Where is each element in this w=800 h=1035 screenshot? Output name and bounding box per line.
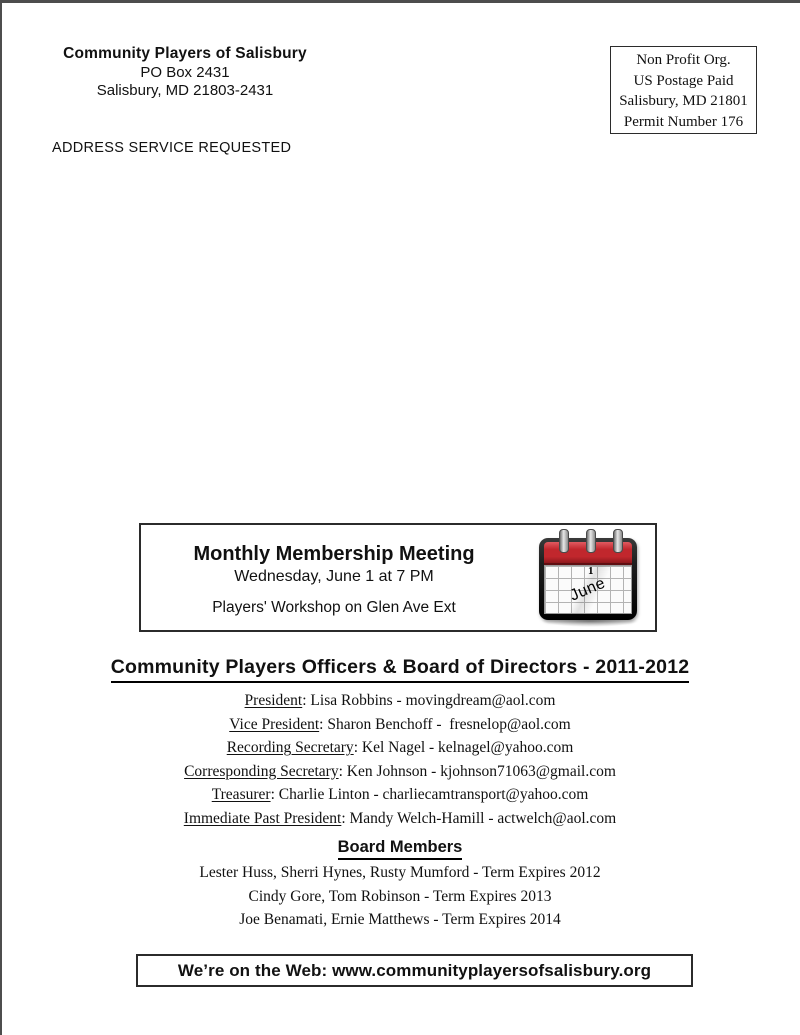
board-members-heading [0, 838, 800, 860]
board-member-row: Joe Benamati, Ernie Matthews - Term Expires 2014 [239, 911, 561, 928]
officers-heading-text: Community Players Officers & Board of Directors - 2011-2012 [111, 656, 690, 683]
officer-detail: : Lisa Robbins - movingdream@aol.com [302, 692, 556, 709]
officer-role: Treasurer [211, 786, 271, 803]
postage-permit-box [610, 46, 757, 134]
officer-detail: : Ken Johnson - kjohnson71063@gmail.com [338, 762, 616, 780]
officer-role: Corresponding Secretary [184, 762, 339, 780]
postage-line: Salisbury, MD 21801 [619, 93, 748, 109]
calendar-month-label: June [567, 574, 609, 605]
meeting-text [143, 542, 525, 618]
officers-list [0, 689, 800, 830]
officer-role: Vice President [229, 715, 320, 733]
officer-role: Recording Secretary [226, 739, 354, 756]
calendar-ring-icon [559, 529, 569, 553]
address-service-note: ADDRESS SERVICE REQUESTED [52, 140, 292, 156]
officer-entry [0, 689, 800, 713]
website-banner-box [136, 954, 693, 987]
calendar-day-label: 1 [588, 565, 594, 577]
board-members-list [0, 861, 800, 932]
org-name: Community Players of Salisbury [63, 45, 307, 62]
officer-role: President [244, 692, 303, 709]
calendar-grid [544, 565, 632, 614]
board-member-row: Cindy Gore, Tom Robinson - Term Expires 2013 [248, 887, 552, 905]
return-address [54, 45, 316, 101]
calendar-ring-icon [586, 529, 596, 553]
officer-detail: : Mandy Welch-Hamill - actwelch@aol.com [341, 809, 617, 827]
return-address-line2: Salisbury, MD 21803-2431 [96, 82, 274, 99]
calendar-icon [537, 529, 643, 627]
officer-detail: : Charlie Linton - charliecamtransport@yahoo.com [270, 786, 589, 803]
officers-heading [0, 656, 800, 683]
officer-detail: : Sharon Benchoff - fresnelop@aol.com [319, 715, 571, 733]
board-member-row: Lester Huss, Sherri Hynes, Rusty Mumford - Term Expires 2012 [199, 864, 601, 881]
postage-line: US Postage Paid [633, 72, 734, 89]
calendar-ring-icon [613, 529, 623, 553]
officer-entry [0, 713, 800, 737]
meeting-location: Players' Workshop on Glen Ave Ext [212, 599, 456, 616]
officer-role: Immediate Past President [183, 809, 342, 827]
officer-entry [0, 783, 800, 807]
officer-entry [0, 736, 800, 760]
officer-detail: : Kel Nagel - kelnagel@yahoo.com [353, 739, 574, 756]
officer-entry [0, 760, 800, 784]
meeting-datetime: Wednesday, June 1 at 7 PM [234, 568, 434, 585]
meeting-title: Monthly Membership Meeting [193, 543, 475, 565]
officer-entry [0, 807, 800, 831]
postage-line: Permit Number 176 [623, 113, 744, 130]
board-members-heading-text: Board Members [338, 838, 463, 860]
website-banner-text: We’re on the Web: www.communityplayersofsalisbury.org [177, 960, 652, 980]
scan-edge-top [0, 0, 800, 3]
postage-line: Non Profit Org. [636, 52, 731, 68]
meeting-announcement-box [139, 523, 657, 632]
return-address-line1: PO Box 2431 [140, 63, 230, 81]
